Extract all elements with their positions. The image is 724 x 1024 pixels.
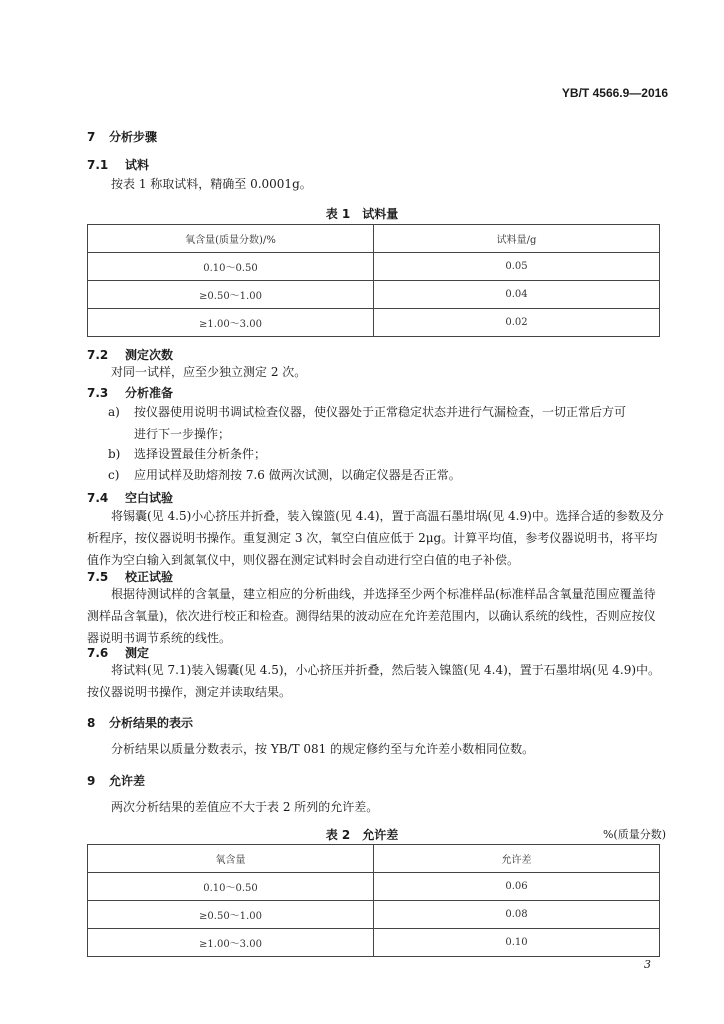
list-item-a (108, 401, 668, 445)
table-header-cell: 氧含量 (88, 845, 374, 873)
section-title: 测定次数 (125, 348, 174, 362)
table-cell: 0.02 (374, 309, 660, 337)
section-title: 分析步骤 (109, 130, 158, 144)
section-number: 7.3 (87, 386, 109, 400)
table-row (88, 873, 660, 901)
heading-section-8 (87, 714, 193, 731)
page-number: 3 (644, 958, 651, 971)
section-number: 7.1 (87, 158, 109, 172)
table-cell: 0.08 (374, 901, 660, 929)
table-row (88, 309, 660, 337)
table-cell: 0.10 (374, 929, 660, 957)
list-item-continuation: 进行下一步操作； (134, 427, 231, 441)
table-cell: 0.04 (374, 281, 660, 309)
table-cell: 0.06 (374, 873, 660, 901)
table-row (88, 901, 660, 929)
paragraph-7-1: 按表 1 称取试料，精确至 0.0001g。 (111, 177, 312, 191)
heading-section-7 (87, 128, 157, 145)
section-number: 7.5 (87, 570, 109, 584)
list-item-b (108, 443, 668, 465)
paragraph-9: 两次分析结果的差值应不大于表 2 所列的允许差。 (111, 800, 379, 814)
section-title: 试料 (125, 158, 150, 172)
table-cell: ≥0.50～1.00 (88, 281, 374, 309)
section-number: 9 (87, 774, 96, 788)
section-title: 测定 (125, 646, 150, 660)
paragraph-7-4: 将锡囊(见 4.5)小心挤压并折叠，装入镍篮(见 4.4)，置于高温石墨坩埚(见 4.9)中。选择合适的参数及分析程序，按仪器说明书操作。重复测定 3 次，氧空白值应低于 2μg。计算平均值，参考仪器说明书，将平均值作为空白输入到氮氧仪中，则仪器在测定试料时会自动进行空白值的电子补偿。 (87, 509, 664, 567)
list-marker: c) (108, 468, 120, 482)
section-number: 7.4 (87, 491, 109, 505)
table-header-row (88, 225, 660, 253)
heading-7-1 (87, 156, 149, 173)
list-item-text: 应用试样及助熔剂按 7.6 做两次试测，以确定仪器是否正常。 (134, 468, 461, 482)
table-row (88, 929, 660, 957)
standard-code: YB/T 4566.9—2016 (561, 86, 668, 100)
section-number: 7 (87, 130, 96, 144)
table-header-row (88, 845, 660, 873)
section-number: 7.2 (87, 348, 109, 362)
paragraph-7-6: 将试料(见 7.1)装入锡囊(见 4.5)，小心挤压并折叠，然后装入镍篮(见 4.4)，置于石墨坩埚(见 4.9)中。按仪器说明书操作，测定并读取结果。 (87, 663, 661, 699)
section-title: 允许差 (109, 774, 146, 788)
heading-7-3 (87, 384, 173, 401)
section-title: 空白试验 (125, 491, 174, 505)
list-marker: a) (108, 405, 120, 419)
table1-caption: 表 1 试料量 (325, 207, 399, 221)
section-number: 8 (87, 716, 96, 730)
section-title: 校正试验 (125, 570, 174, 584)
section-number: 7.6 (87, 646, 109, 660)
table1 (87, 224, 660, 337)
table-row (88, 253, 660, 281)
table-cell: 0.10～0.50 (88, 873, 374, 901)
table-header-cell: 试料量/g (374, 225, 660, 253)
list-item-text: 按仪器使用说明书调试检查仪器，使仪器处于正常稳定状态并进行气漏检查，一切正常后方可 (134, 405, 627, 419)
table-cell: ≥1.00～3.00 (88, 929, 374, 957)
table-cell: ≥0.50～1.00 (88, 901, 374, 929)
table2 (87, 844, 660, 957)
heading-7-4 (87, 489, 173, 506)
list-item-c (108, 464, 668, 486)
table2-caption: 表 2 允许差 (325, 828, 399, 842)
heading-section-9 (87, 772, 145, 789)
list-marker: b) (108, 447, 121, 461)
section-title: 分析准备 (125, 386, 174, 400)
table-row (88, 281, 660, 309)
table-cell: 0.05 (374, 253, 660, 281)
list-item-text: 选择设置最佳分析条件； (134, 447, 267, 461)
section-title: 分析结果的表示 (109, 716, 194, 730)
table-cell: ≥1.00～3.00 (88, 309, 374, 337)
paragraph-7-5: 根据待测试样的含氧量，建立相应的分析曲线，并选择至少两个标准样品(标准样品含氧量范围应覆盖待测样品含氧量)，依次进行校正和检查。测得结果的波动应在允许差范围内，以确认系统的线性，否则应按仪器说明书调节系统的线性。 (87, 587, 656, 645)
paragraph-8: 分析结果以质量分数表示，按 YB/T 081 的规定修约至与允许差小数相同位数。 (111, 742, 535, 756)
table2-unit: %(质量分数) (602, 828, 666, 841)
table-header-cell: 允许差 (374, 845, 660, 873)
table-cell: 0.10～0.50 (88, 253, 374, 281)
paragraph-7-2: 对同一试样，应至少独立测定 2 次。 (111, 365, 307, 379)
table-header-cell: 氧含量(质量分数)/% (88, 225, 374, 253)
